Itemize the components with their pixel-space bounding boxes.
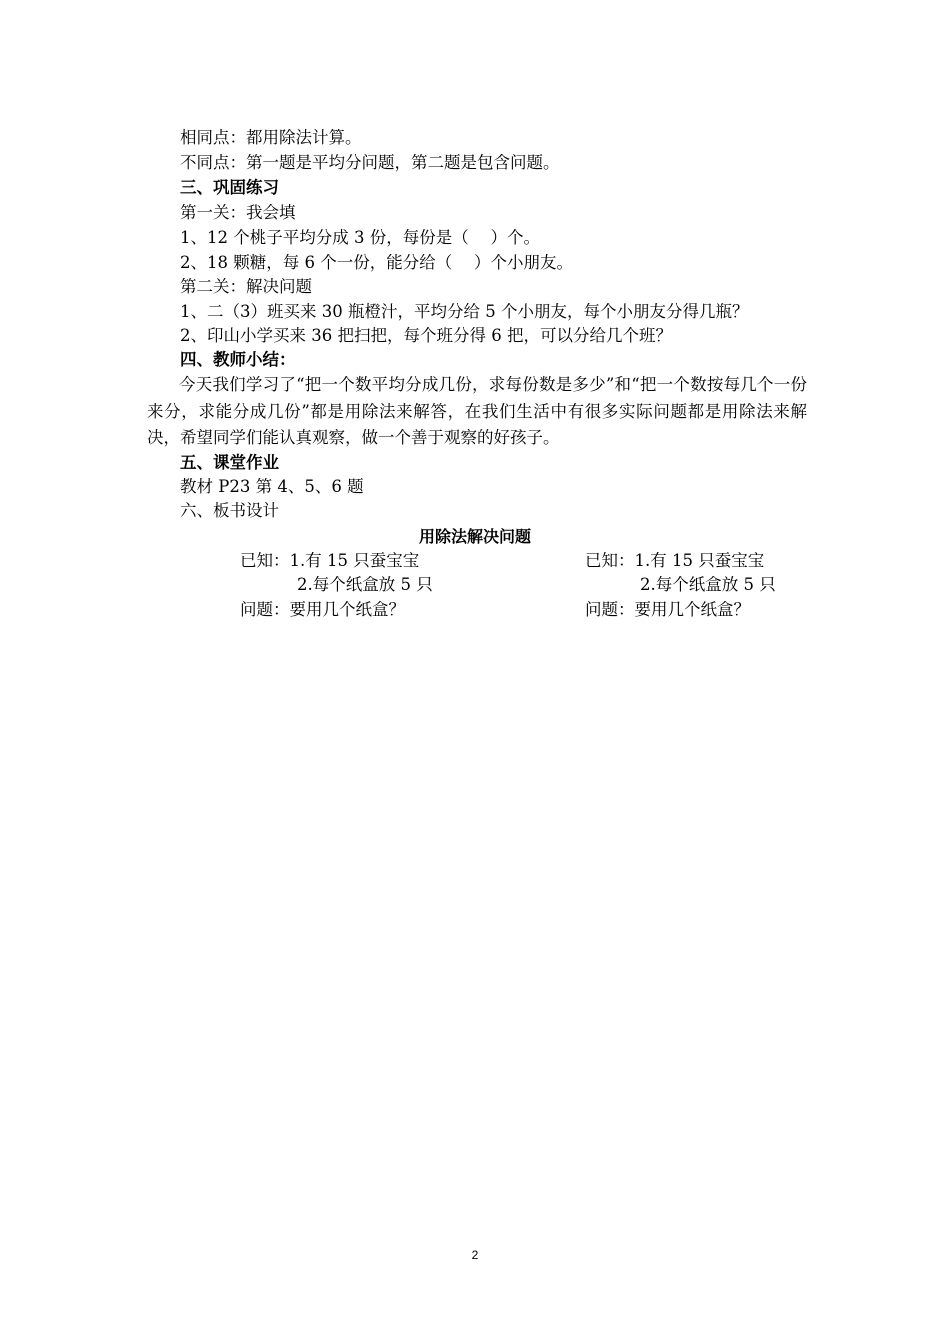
board-right-question: 问题：要用几个纸盒？	[585, 600, 750, 619]
board-left-known-1: 已知：1.有 15 只蚕宝宝	[240, 551, 420, 570]
board-left-known-2: 2.每个纸盒放 5 只	[297, 575, 433, 594]
homework-line: 教材 P23 第 4、5、6 题	[180, 477, 364, 496]
board-right-known-2: 2.每个纸盒放 5 只	[640, 575, 776, 594]
level1-title: 第一关：我会填	[180, 203, 296, 222]
board-title: 用除法解决问题	[418, 527, 531, 546]
summary-paragraph: 今天我们学习了“把一个数平均分成几份，求每份数是多少”和“把一个数按每几个一份来分，求能分成几份”都是用除法来解答，在我们生活中有很多实际问题都是用除法来解决，希望同学们能认真观察，做一个善于观察的好孩子。	[147, 375, 807, 447]
board-left-question: 问题：要用几个纸盒？	[240, 600, 405, 619]
page-number: 2	[471, 1248, 479, 1262]
level1-question-2: 2、18 颗糖，每 6 个一份，能分给（ ）个小朋友。	[180, 253, 573, 272]
board-right-known-1: 已知：1.有 15 只蚕宝宝	[585, 551, 765, 570]
section-heading-homework: 五、课堂作业	[180, 453, 279, 472]
level2-question-1: 1、二（3）班买来 30 瓶橙汁，平均分给 5 个小朋友，每个小朋友分得几瓶？	[180, 302, 749, 321]
section-heading-practice: 三、巩固练习	[180, 178, 279, 197]
section-heading-board-design: 六、板书设计	[180, 501, 279, 520]
difference-line: 不同点：第一题是平均分问题，第二题是包含问题。	[180, 153, 560, 172]
level2-question-2: 2、印山小学买来 36 把扫把，每个班分得 6 把，可以分给几个班？	[180, 326, 672, 345]
level2-title: 第二关：解决问题	[180, 277, 312, 296]
level1-question-1: 1、12 个桃子平均分成 3 份，每份是（ ）个。	[180, 228, 540, 247]
section-heading-summary: 四、教师小结：	[180, 350, 296, 369]
similarity-line: 相同点：都用除法计算。	[180, 128, 362, 147]
